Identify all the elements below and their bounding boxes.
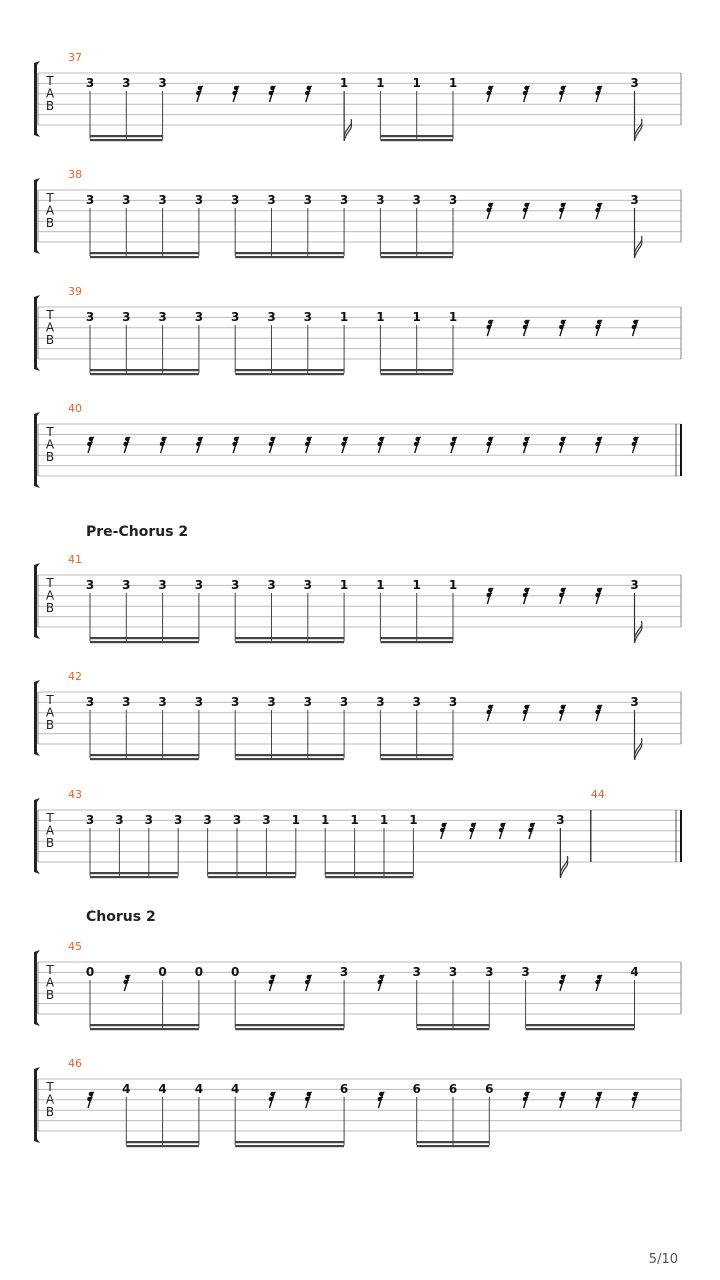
fret-number: 0 [158,965,167,979]
tab-clef-letter: A [45,975,55,990]
fret-number: 4 [122,1082,131,1096]
tab-system [34,168,681,258]
system-bracket [34,950,40,1026]
tab-clef-letter: T [46,425,54,439]
system-bracket [34,1067,40,1143]
fret-number: 3 [521,965,530,979]
beam [90,637,199,639]
fret-number: 3 [122,578,131,592]
fret-number: 3 [85,695,95,709]
beam [90,369,199,371]
fret-number: 3 [232,813,242,827]
beam [235,1141,344,1143]
fret-number: 3 [339,965,349,979]
fret-number: 4 [630,965,639,979]
fret-number: 1 [412,310,421,324]
tab-clef-letter: T [46,811,54,825]
measure-number: 46 [68,1057,82,1070]
beam [380,641,453,643]
beam [380,754,453,756]
fret-number: 1 [412,76,421,90]
beam [380,139,453,141]
tab-clef-letter: T [46,576,54,590]
beam [126,1141,199,1143]
fret-number: 3 [231,695,240,709]
fret-number: 1 [291,813,300,827]
fret-number: 3 [85,578,95,592]
fret-number: 3 [122,193,131,207]
fret-number: 3 [194,193,204,207]
fret-number: 3 [339,695,349,709]
fret-number: 3 [485,965,494,979]
measure-number: 45 [68,940,82,953]
beam [380,256,453,258]
tab-clef-letter: A [45,320,55,335]
beam [90,139,163,141]
fret-number: 3 [158,310,167,324]
tab-clef-letter: B [45,987,55,1002]
fret-number: 6 [485,1082,494,1096]
fret-number: 3 [303,310,312,324]
page-number: 5/10 [648,1252,678,1267]
beam [90,1024,199,1026]
fret-number: 1 [448,76,458,90]
fret-number: 3 [267,578,276,592]
fret-number: 3 [412,695,421,709]
tab-clef-letter: A [45,1092,55,1107]
measure-number: 39 [68,285,82,298]
beam [235,641,344,643]
tab-system [34,788,681,878]
fret-number: 1 [339,578,349,592]
measure-number: 41 [68,553,82,566]
system-bracket [34,563,40,639]
fret-number: 3 [267,310,276,324]
tab-systems [34,51,681,1147]
system-bracket [34,680,40,756]
beam [325,876,413,878]
fret-number: 1 [339,310,349,324]
beam [235,758,344,760]
section-label-pre-chorus [86,524,188,540]
measure-number: 38 [68,168,82,181]
beam [235,369,344,371]
tab-clef-letter: A [45,588,55,603]
beam [90,876,178,878]
fret-number: 3 [262,813,271,827]
tab-clef-letter: A [45,203,55,218]
fret-number: 3 [231,310,240,324]
section-label-chorus [86,909,156,925]
fret-number: 3 [556,813,565,827]
beam [90,373,199,375]
tab-system [34,940,681,1030]
tab-clef-letter: T [46,191,54,205]
fret-number: 1 [321,813,330,827]
beam [526,1028,635,1030]
fret-number: 6 [339,1082,349,1096]
fret-number: 3 [303,578,312,592]
fret-number: 3 [85,813,95,827]
beam [90,135,163,137]
system-bracket [34,61,40,137]
fret-number: 3 [194,578,204,592]
fret-number: 1 [339,76,349,90]
section-label: Chorus 2 [86,909,156,925]
beam [380,373,453,375]
beam [417,1024,490,1026]
fret-number: 1 [448,310,458,324]
beam [526,1024,635,1026]
beam [126,1145,199,1147]
tab-clef-letter: B [45,717,55,732]
measure-number: 44 [590,788,605,801]
tab-system [34,553,681,643]
tab-clef-letter: B [45,215,55,230]
measure-number: 37 [68,51,82,64]
fret-number: 0 [194,965,204,979]
fret-number: 1 [409,813,418,827]
tab-clef-letter: T [46,693,54,707]
beam [208,872,296,874]
fret-number: 3 [115,813,124,827]
tab-clef-letter: B [45,600,55,615]
tab-clef-letter: B [45,835,55,850]
measure-number: 42 [68,670,82,683]
fret-number: 4 [194,1082,204,1096]
fret-number: 3 [122,310,131,324]
beam [380,637,453,639]
fret-number: 3 [630,578,639,592]
beam [208,876,296,878]
tab-clef-letter: A [45,705,55,720]
fret-number: 1 [376,310,385,324]
tab-system [34,285,681,375]
beam [380,252,453,254]
beam [90,256,199,258]
section-label: Pre-Chorus 2 [86,524,189,540]
fret-number: 4 [231,1082,240,1096]
fret-number: 3 [412,193,421,207]
beam [90,754,199,756]
beam [90,641,199,643]
system-bracket [34,295,40,371]
beam [235,252,344,254]
beam [235,1145,344,1147]
tab-clef-letter: A [45,823,55,838]
tab-system [34,1057,681,1147]
measure-number: 40 [68,402,82,415]
tab-clef-letter: T [46,308,54,322]
fret-number: 3 [158,76,167,90]
tab-system [34,670,681,760]
beam [235,1028,344,1030]
beam [235,1024,344,1026]
fret-number: 1 [412,578,421,592]
beam [417,1028,490,1030]
fret-number: 0 [231,965,240,979]
beam [380,758,453,760]
fret-number: 1 [448,578,458,592]
tab-clef-letter: A [45,437,55,452]
fret-number: 3 [158,193,167,207]
fret-number: 3 [122,76,131,90]
beam [90,758,199,760]
fret-number: 3 [144,813,153,827]
fret-number: 3 [303,193,312,207]
fret-number: 6 [412,1082,421,1096]
fret-number: 3 [194,310,204,324]
beam [90,252,199,254]
tab-system [34,402,681,488]
fret-number: 3 [194,695,204,709]
fret-number: 0 [85,965,95,979]
fret-number: 3 [448,965,458,979]
fret-number: 3 [85,310,95,324]
measure-number: 43 [68,788,82,801]
fret-number: 3 [203,813,212,827]
fret-number: 3 [376,695,385,709]
fret-number: 1 [379,813,389,827]
fret-number: 3 [267,193,276,207]
fret-number: 1 [376,578,385,592]
tab-clef-letter: B [45,449,55,464]
fret-number: 3 [122,695,131,709]
fret-number: 6 [448,1082,458,1096]
beam [235,373,344,375]
fret-number: 1 [376,76,385,90]
fret-number: 3 [376,193,385,207]
tab-clef-letter: T [46,963,54,977]
fret-number: 3 [174,813,183,827]
tab-clef-letter: B [45,98,55,113]
beam [90,1028,199,1030]
fret-number: 3 [267,695,276,709]
tab-clef-letter: T [46,74,54,88]
fret-number: 3 [158,578,167,592]
fret-number: 3 [448,193,458,207]
fret-number: 1 [350,813,359,827]
fret-number: 3 [412,965,421,979]
fret-number: 3 [339,193,349,207]
beam [380,135,453,137]
fret-number: 3 [630,76,639,90]
beam [417,1145,490,1147]
beam [380,369,453,371]
tab-clef-letter: A [45,86,55,101]
beam [235,256,344,258]
tab-clef-letter: B [45,1104,55,1119]
tab-clef-letter: B [45,332,55,347]
beam [235,754,344,756]
tab-system [34,51,681,141]
beam [417,1141,490,1143]
beam [235,637,344,639]
fret-number: 3 [85,76,95,90]
fret-number: 3 [231,578,240,592]
fret-number: 3 [231,193,240,207]
beam [90,872,178,874]
fret-number: 4 [158,1082,167,1096]
fret-number: 3 [630,193,639,207]
system-bracket [34,412,40,488]
fret-number: 3 [448,695,458,709]
fret-number: 3 [158,695,167,709]
fret-number: 3 [85,193,95,207]
fret-number: 3 [303,695,312,709]
beam [325,872,413,874]
fret-number: 3 [630,695,639,709]
system-bracket [34,178,40,254]
tab-clef-letter: T [46,1080,54,1094]
system-bracket [34,798,40,874]
